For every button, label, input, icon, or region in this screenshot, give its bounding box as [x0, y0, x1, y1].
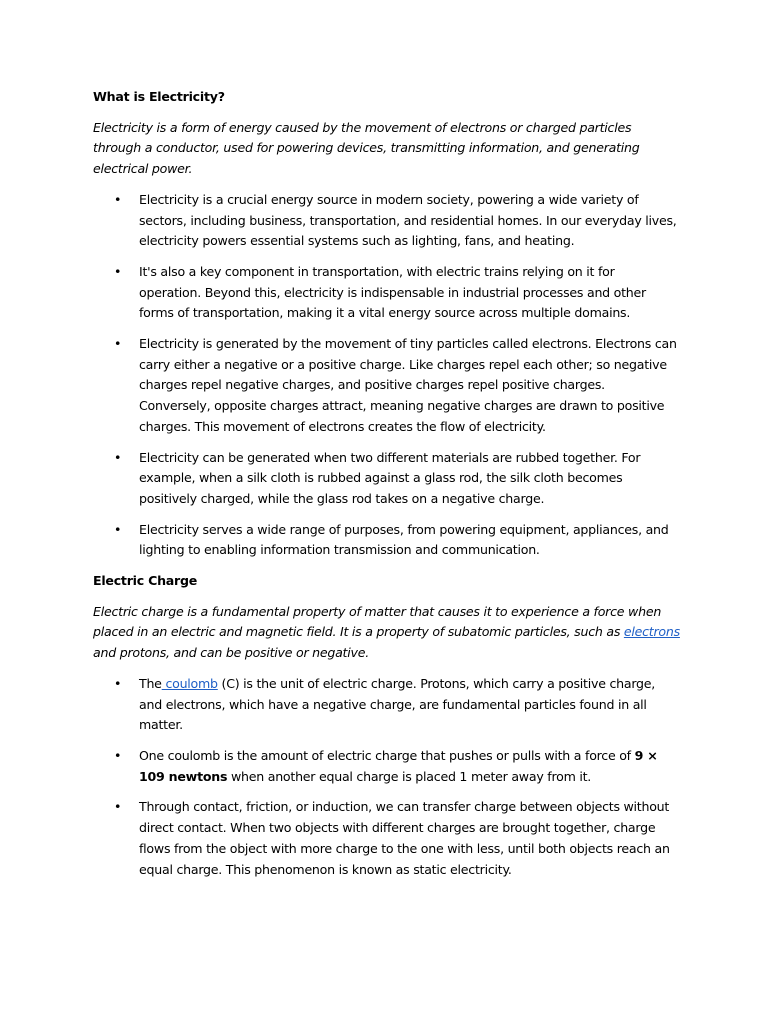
section-intro-electricity: Electricity is a form of energy caused by the movement of electrons or charged particles through a conductor, used for powering devices, transmitting information, and generating electrical power.: [93, 119, 640, 177]
list-item-text: Electricity is a crucial energy source in modern society, powering a wide variety of sectors, including business, transportation, and residential homes. In our everyday lives, electricity powers essential systems such as lighting, fans, and heating.: [139, 191, 677, 249]
section-heading-electricity: What is Electricity?: [93, 89, 225, 104]
bullet-icon: •: [114, 191, 122, 207]
bullet-icon: •: [114, 449, 122, 465]
text-prefix: One coulomb is the amount of electric charge that pushes or pulls with a force of: [139, 747, 635, 763]
coulomb-link[interactable]: coulomb: [161, 675, 218, 691]
electrons-link[interactable]: electrons: [623, 624, 680, 640]
list-item: [93, 797, 680, 880]
list-item: [93, 746, 680, 787]
intro-text-part1: Electric charge is a fundamental property of matter that causes it to experience a force when placed in an electric and magnetic field. It is a property of subatomic particles, such as: [93, 603, 662, 640]
section-intro-electric-charge: [93, 602, 680, 664]
bullet-icon: •: [114, 521, 122, 537]
list-item-text: Electricity can be generated when two different materials are rubbed together. For example, when a silk cloth is rubbed against a glass rod, the silk cloth becomes positively charged, while the glass rod takes on a negative charge.: [139, 449, 641, 506]
list-item-text: Electricity is generated by the movement of tiny particles called electrons. Electrons can carry either a negative or a positive charge. Like charges repel each other; so negative charges repel negative charges, and positive charges repel positive charges. Conversely, opposite charges attract, meaning negative charges are drawn to positive charges. This movement of electrons creates the flow of electricity.: [139, 336, 677, 434]
text-rest: when another equal charge is placed 1 meter away from it.: [227, 768, 592, 784]
section-heading-electric-charge: Electric Charge: [93, 573, 198, 589]
list-item: [93, 448, 680, 510]
bullet-icon: •: [114, 336, 122, 352]
list-item-text: [139, 676, 655, 732]
list-item: [93, 674, 680, 736]
bullet-icon: •: [114, 747, 122, 763]
list-item-text: [139, 748, 658, 784]
bullet-icon: •: [114, 799, 122, 815]
list-item: [93, 520, 680, 561]
intro-text-part2: and protons, and can be positive or negative.: [93, 645, 369, 661]
bullet-list-electric-charge: [93, 674, 680, 880]
text-prefix: The: [139, 675, 162, 691]
list-item: [93, 262, 680, 324]
bullet-icon: •: [114, 263, 122, 279]
bullet-list-electricity: [93, 190, 680, 561]
force-value: 9 × 109 newtons: [139, 747, 658, 784]
list-item-text: It's also a key component in transportation, with electric trains relying on it for operation. Beyond this, electricity is indispensable in industrial processes and other forms of transportation, making it a vital energy source across multiple domains.: [139, 263, 646, 321]
bullet-icon: •: [114, 675, 122, 691]
text-rest: (C) is the unit of electric charge. Protons, which carry a positive charge, and electrons, which have a negative charge, are fundamental particles found in all matter.: [139, 675, 656, 733]
list-item-text: Through contact, friction, or induction, we can transfer charge between objects without direct contact. When two objects with different charges are brought together, charge flows from the object with more charge to the one with less, until both objects reach an equal charge. This phenomenon is known as static electricity.: [139, 799, 670, 877]
list-item: [93, 190, 680, 252]
list-item-text: Electricity serves a wide range of purposes, from powering equipment, appliances, and lighting to enabling information transmission and communication.: [139, 521, 669, 558]
list-item: [93, 334, 680, 438]
